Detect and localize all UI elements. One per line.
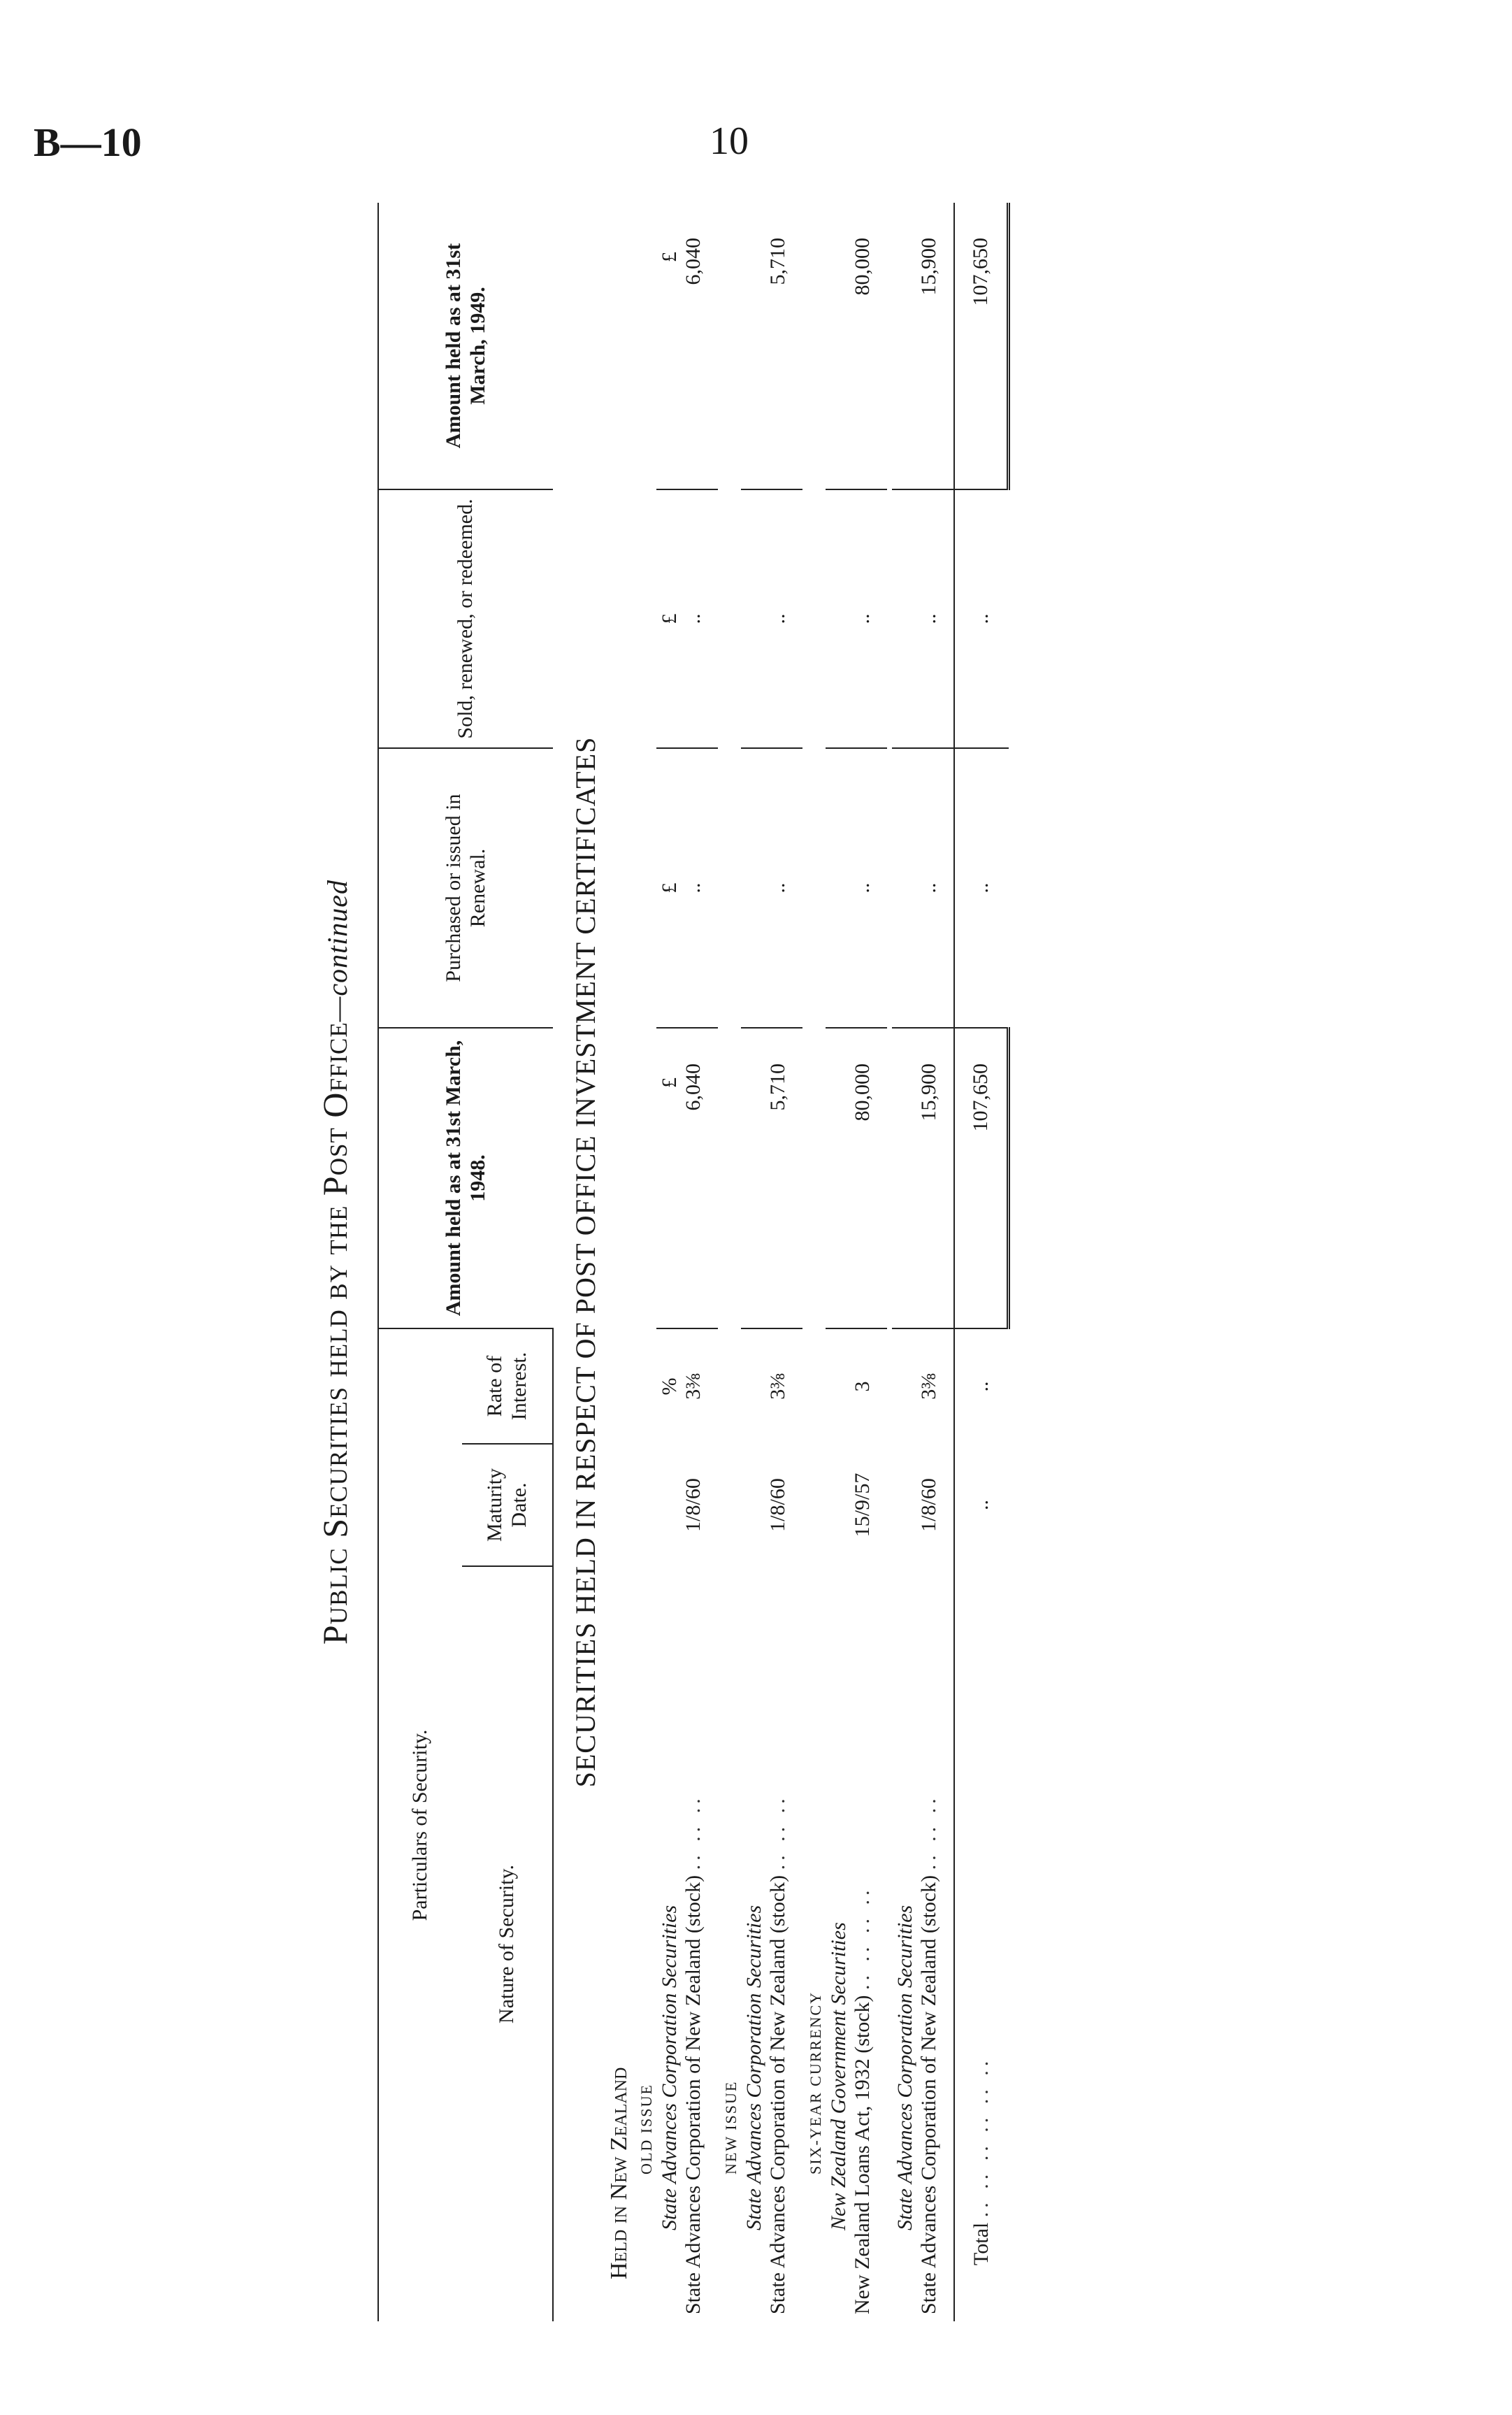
held-1949-cell: 15,900 [892, 203, 954, 489]
page-number: 10 [710, 120, 749, 163]
header-nature: Nature of Security. [462, 1566, 553, 2321]
total-maturity-cell: .. [954, 1444, 1009, 1566]
nature-cell [826, 1566, 887, 2321]
table-row [892, 203, 954, 2321]
nature-cell [892, 1566, 954, 2321]
rate-cell: % 3⅜ [656, 1328, 718, 1444]
held-1948-cell: 15,900 [892, 1028, 954, 1328]
purchased-cell: .. [826, 748, 887, 1028]
security-subheading: State Advances Corporation Securities [893, 1905, 916, 2230]
section-title: SECURITIES HELD IN RESPECT OF POST OFFICE INVESTMENT CERTIFICATES [570, 736, 601, 1788]
issue-heading [887, 203, 892, 2321]
nature-cell [656, 1566, 718, 2321]
table-row [741, 203, 802, 2321]
total-rate-cell: .. [954, 1328, 1009, 1444]
total-held-1948: 107,650 [954, 1028, 1009, 1328]
pound-unit: £ [658, 613, 681, 624]
total-sold: .. [954, 489, 1009, 748]
header-held-1948: Amount held as at 31st March, 1948. [378, 1028, 553, 1328]
title-continued: —continued [322, 879, 353, 1022]
table-row [656, 203, 718, 2321]
header-maturity: Maturity Date. [462, 1444, 553, 1566]
header-rate: Rate of Interest. [462, 1328, 553, 1444]
security-subheading: New Zealand Government Securities [827, 1922, 850, 2230]
held-1948-cell: 80,000 [826, 1028, 887, 1328]
total-label-cell: Total .. .. .. .. .. .. [954, 1566, 1009, 2321]
nature-cell [741, 1566, 802, 2321]
pound-unit: £ [658, 1077, 681, 1088]
maturity-cell: 1/8/60 [682, 1478, 705, 1532]
issue-heading: SIX-YEAR CURRENCY [807, 1991, 824, 2174]
header-held-1949: Amount held as at 31st March, 1949. [378, 203, 553, 489]
security-subheading: State Advances Corporation Securities [742, 1905, 765, 2230]
security-name: New Zealand Loans Act, 1932 (stock) .. .. .. .. [851, 1886, 874, 2314]
header-particulars: Particulars of Security. [408, 1729, 432, 1921]
rate-cell: 3 [851, 1381, 874, 1392]
header-sold: Sold, renewed, or redeemed. [378, 489, 553, 748]
purchased-cell: £ .. [656, 748, 718, 1028]
held-1949-cell: 80,000 [826, 203, 887, 489]
header-purchased: Purchased or issued in Renewal. [378, 748, 553, 1028]
pound-unit: £ [658, 882, 681, 894]
held-1949-cell: £ 6,040 [656, 203, 718, 489]
held-1948-cell: £ 6,040 [656, 1028, 718, 1328]
held-1949-cell: 5,710 [741, 203, 802, 489]
held-1948-cell: 5,710 [741, 1028, 802, 1328]
issue-heading: NEW ISSUE [722, 2080, 740, 2174]
table-title [315, 203, 363, 2321]
sold-cell: .. [892, 489, 954, 748]
region-heading: Held in New Zealand [606, 2067, 632, 2279]
table-row [826, 203, 887, 2321]
total-held-1949: 107,650 [954, 203, 1009, 489]
security-name: State Advances Corporation of New Zealand (stock) .. .. .. [682, 1794, 705, 2314]
security-name: State Advances Corporation of New Zealand (stock) .. .. .. [917, 1794, 940, 2314]
issue-heading: OLD ISSUE [638, 2084, 655, 2174]
maturity-cell: 1/8/60 [917, 1478, 940, 1532]
total-label: Total [970, 2222, 993, 2265]
sold-cell: .. [741, 489, 802, 748]
title-main: Public Securities held by the Post Office [315, 1022, 354, 1645]
rate-cell: 3⅜ [917, 1373, 940, 1400]
rotated-table-frame [315, 203, 1153, 2321]
security-subheading: State Advances Corporation Securities [658, 1905, 681, 2230]
purchased-cell: .. [741, 748, 802, 1028]
total-row [954, 203, 1009, 2321]
pound-unit: £ [658, 252, 681, 262]
sold-cell: £ .. [656, 489, 718, 748]
security-name: State Advances Corporation of New Zealand (stock) .. .. .. [766, 1794, 789, 2314]
total-purchased: .. [954, 748, 1009, 1028]
sold-cell: .. [826, 489, 887, 748]
securities-table [377, 203, 1010, 2321]
maturity-cell: 1/8/60 [766, 1478, 789, 1532]
maturity-cell: 15/9/57 [851, 1472, 874, 1538]
percent-unit: % [658, 1377, 681, 1396]
page-reference: B—10 [34, 120, 142, 165]
purchased-cell: .. [892, 748, 954, 1028]
rate-cell: 3⅜ [766, 1373, 789, 1400]
